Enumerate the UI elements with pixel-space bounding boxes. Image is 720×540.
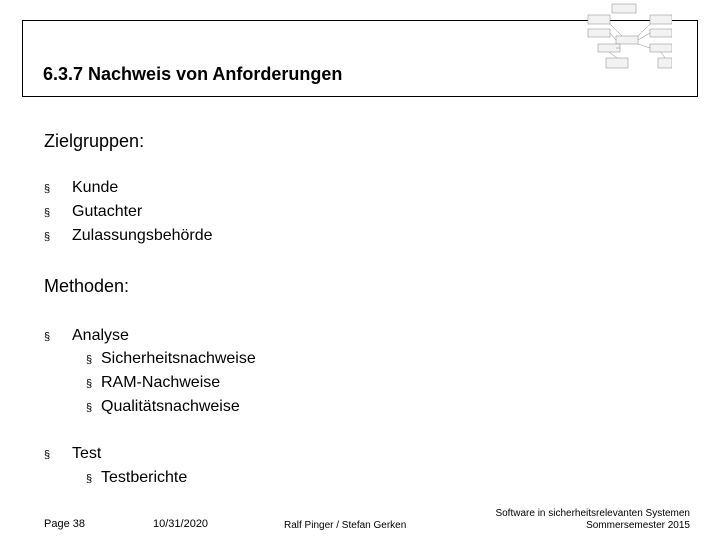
bullet-marker: § bbox=[44, 183, 51, 195]
sub-list-item-label: RAM-Nachweise bbox=[101, 374, 221, 391]
list-item bbox=[44, 227, 213, 245]
list-item bbox=[44, 179, 118, 197]
bullet-marker: § bbox=[44, 207, 51, 219]
list-item-label: Gutachter bbox=[72, 203, 143, 220]
footer-course-title: Software in sicherheitsrelevanten Systemen bbox=[495, 508, 690, 519]
bullet-marker: § bbox=[44, 331, 51, 343]
page-number: Page 38 bbox=[44, 518, 85, 530]
slide-title: 6.3.7 Nachweis von Anforderungen bbox=[43, 64, 343, 84]
bullet-marker: § bbox=[44, 449, 51, 461]
bullet-marker: § bbox=[86, 354, 93, 366]
list-item-label: Zulassungsbehörde bbox=[72, 227, 213, 244]
list-item bbox=[44, 203, 142, 221]
sub-list-item-label: Testberichte bbox=[101, 469, 188, 486]
process-diagram-thumbnail bbox=[562, 2, 672, 72]
sub-list-item-label: Qualitätsnachweise bbox=[101, 398, 240, 415]
list-item bbox=[44, 445, 101, 463]
bullet-marker: § bbox=[86, 402, 93, 414]
list-item bbox=[44, 327, 129, 345]
bullet-marker: § bbox=[44, 231, 51, 243]
list-item-label: Kunde bbox=[72, 179, 119, 196]
list-item-label: Test bbox=[72, 445, 102, 462]
footer-authors: Ralf Pinger / Stefan Gerken bbox=[284, 520, 407, 531]
footer-date: 10/31/2020 bbox=[153, 518, 209, 530]
sub-list-item bbox=[86, 398, 240, 416]
footer-course bbox=[495, 508, 690, 532]
sub-list-item bbox=[86, 374, 220, 392]
sub-list-item bbox=[86, 350, 256, 368]
section-heading-methoden: Methoden: bbox=[44, 276, 130, 296]
list-item-label: Analyse bbox=[72, 327, 129, 344]
bullet-marker: § bbox=[86, 473, 93, 485]
sub-list-item bbox=[86, 469, 187, 487]
footer-semester: Sommersemester 2015 bbox=[586, 520, 690, 531]
sub-list-item-label: Sicherheitsnachweise bbox=[101, 350, 256, 367]
bullet-marker: § bbox=[86, 378, 93, 390]
section-heading-zielgruppen: Zielgruppen: bbox=[44, 131, 145, 151]
